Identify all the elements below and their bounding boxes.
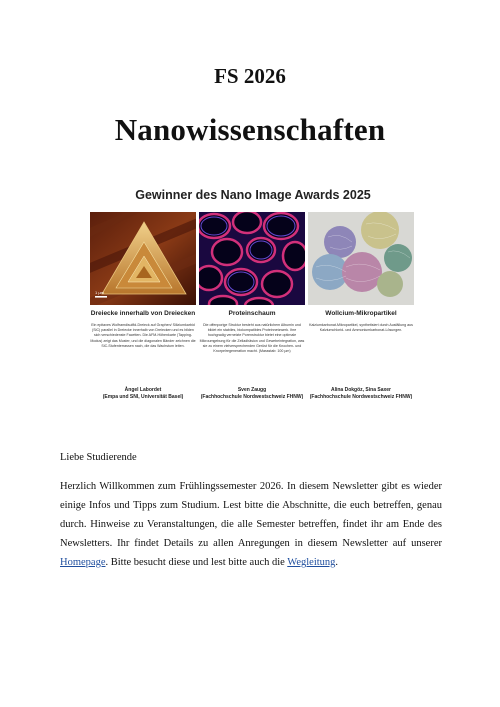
- award-panel-microparticles: [308, 310, 414, 400]
- intro-text-2: . Bitte besucht diese und lest bitte auch die: [105, 557, 288, 568]
- panel-author: [90, 387, 196, 400]
- author-name: Alina Dokgöz, Sina Saxer: [330, 387, 392, 393]
- panel-title: Dreiecke innerhalb von Dreiecken: [90, 310, 196, 317]
- panel-author: [308, 387, 414, 400]
- microparticle-image: [308, 212, 414, 305]
- intro-text-1: Herzlich Willkommen zum Frühlingssemester 2026. In diesem Newsletter gibt es wieder einige Infos und Tipps zum Studium. Lest bitte die Abschnitte, die euch betreffen, genau durch. Hinweise zu Veranstaltungen, die alle Semester betreffen, findet ihr am Ende des Newsletters. Ihr findet Details zu allen Anregungen in diesem Newsletter auf unserer: [60, 481, 442, 549]
- semester-label: FS 2026: [214, 64, 286, 88]
- scale-bar-label: 1 µm: [95, 290, 104, 295]
- homepage-link[interactable]: Homepage: [60, 557, 106, 568]
- award-heading: Gewinner des Nano Image Awards 2025: [135, 188, 371, 202]
- panel-author: [199, 387, 305, 400]
- panel-description: Ein epitaxes Wolframdisulfid-Dreieck auf Graphen/ Siliziumkarbid (SiC) parallel in Dreiecke innerhalb von Dreiecken und es bilden sich verschiedenste Facetten. Die AFM-Höhenkarte (Tapping-Modus) zeigt das Muster, und die diagonalen Bänder zeichnen die SiC-Stufenterrassen nach, die das Wachstum leiten.: [90, 323, 196, 348]
- intro-paragraph: [60, 477, 442, 572]
- author-name: Àngel Labordet: [124, 387, 162, 393]
- award-panel-triangles: [90, 310, 196, 400]
- author-affiliation: (Empa und SNI, Universität Basel): [102, 393, 184, 400]
- award-panel-protein-foam: [199, 310, 305, 400]
- greeting: Liebe Studierende: [60, 452, 137, 463]
- wegleitung-link[interactable]: Wegleitung: [287, 557, 336, 568]
- page-title: Nanowissenschaften: [114, 112, 386, 147]
- newsletter-body: [60, 448, 442, 572]
- panel-description: Die offenporige Struktur besteht aus natürlichem Albumin und bildet ein stabiles, biokompatibles Proteinnetzwerk. Ihre hochgradig vernetzte Porenstruktur bietet eine optimale Mikroumgebung für die Zelladhäsion und Gewebeintegration, was sie zu einem vielversprechenden Gerüst für die Knochen- und Knorpelregeneration macht. (Massstab: 100 µm): [199, 323, 305, 354]
- panel-title: Wollcium-Mikropartikel: [325, 310, 397, 317]
- afm-triangle-image: [90, 212, 196, 305]
- panel-description: Kalziumkarbonat-Mikropartikel, synthetisiert durch Ausfällung aus Kalziumchlorid- und Ammoniumkarbonat-Lösungen.: [309, 323, 413, 333]
- author-name: Sven Zaugg: [237, 387, 267, 393]
- intro-text-3: .: [335, 557, 339, 568]
- author-affiliation: (Fachhochschule Nordwestschweiz FHNW): [309, 393, 413, 400]
- author-affiliation: (Fachhochschule Nordwestschweiz FHNW): [200, 393, 304, 400]
- award-figure: [88, 188, 418, 420]
- panel-title: Proteinschaum: [228, 310, 276, 317]
- protein-foam-image: [199, 212, 305, 305]
